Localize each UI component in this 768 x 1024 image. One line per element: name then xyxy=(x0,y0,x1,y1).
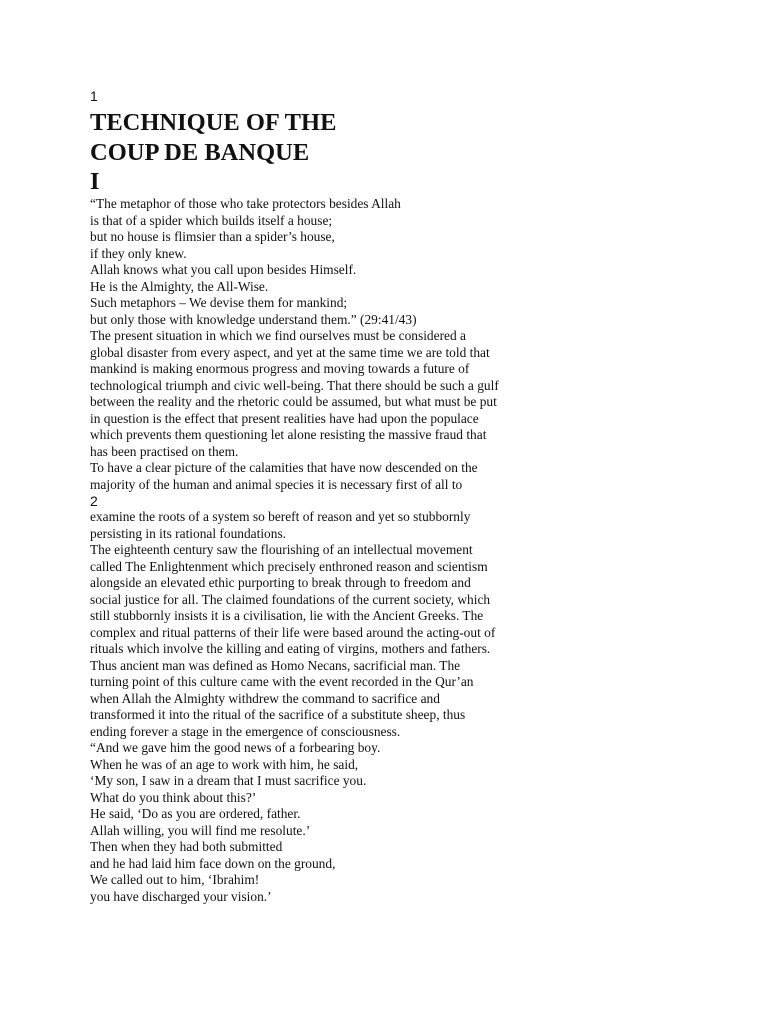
text-line: between the reality and the rhetoric could be assumed, but what must be put xyxy=(90,394,497,409)
text-line: if they only knew. xyxy=(90,245,187,261)
text-line: has been practised on them. xyxy=(90,443,239,459)
text-line: Thus ancient man was defined as Homo Necans, sacrificial man. The xyxy=(90,657,461,673)
text-line: which prevents them questioning let alone resisting the massive fraud that xyxy=(90,427,487,442)
text-line: Allah willing, you will find me resolute.’ xyxy=(90,822,311,838)
text-line: rituals which involve the killing and eating of virgins, mothers and fathers. xyxy=(90,641,491,656)
text-line: What do you think about this?’ xyxy=(90,789,257,805)
page-number: 1 xyxy=(90,88,98,104)
text-line: “The metaphor of those who take protectors besides Allah xyxy=(90,196,401,211)
chapter-heading: I xyxy=(90,168,100,195)
text-line: Such metaphors – We devise them for mankind; xyxy=(90,295,348,310)
text-line: and he had laid him face down on the ground, xyxy=(90,855,336,871)
text-block-2 xyxy=(90,509,540,905)
page-title-line-2: COUP DE BANQUE xyxy=(90,139,310,166)
text-line: When he was of an age to work with him, he said, xyxy=(90,756,359,772)
text-line: is that of a spider which builds itself a house; xyxy=(90,212,333,228)
text-line: in question is the effect that present realities have had upon the populace xyxy=(90,410,479,426)
text-line: majority of the human and animal species it is necessary first of all to xyxy=(90,476,463,492)
text-line: The present situation in which we find ourselves must be considered a xyxy=(90,328,466,343)
text-line: Allah knows what you call upon besides Himself. xyxy=(90,262,357,277)
text-line: transformed it into the ritual of the sacrifice of a substitute sheep, thus xyxy=(90,707,466,722)
text-line: We called out to him, ‘Ibrahim! xyxy=(90,872,260,887)
text-line: when Allah the Almighty withdrew the command to sacrifice and xyxy=(90,690,440,706)
text-line: “And we gave him the good news of a forbearing boy. xyxy=(90,740,381,755)
text-line: still stubbornly insists it is a civilisation, lie with the Ancient Greeks. The xyxy=(90,608,484,623)
text-line: ending forever a stage in the emergence of consciousness. xyxy=(90,723,401,739)
text-line: He is the Almighty, the All-Wise. xyxy=(90,278,269,294)
text-line: alongside an elevated ethic purporting to break through to freedom and xyxy=(90,575,471,590)
text-line: mankind is making enormous progress and moving towards a future of xyxy=(90,361,470,376)
text-line: you have discharged your vision.’ xyxy=(90,888,272,904)
text-line: The eighteenth century saw the flourishing of an intellectual movement xyxy=(90,542,473,557)
text-line: technological triumph and civic well-being. That there should be such a gulf xyxy=(90,377,499,393)
text-line: but only those with knowledge understand them.” (29:41/43) xyxy=(90,311,417,327)
text-line: global disaster from every aspect, and yet at the same time we are told that xyxy=(90,344,490,360)
text-line: Then when they had both submitted xyxy=(90,839,283,854)
text-line: persisting in its rational foundations. xyxy=(90,525,287,541)
text-line: complex and ritual patterns of their life were based around the acting-out of xyxy=(90,624,496,640)
text-line: but no house is flimsier than a spider’s house, xyxy=(90,229,335,244)
text-line: He said, ‘Do as you are ordered, father. xyxy=(90,806,301,821)
text-line: examine the roots of a system so bereft of reason and yet so stubbornly xyxy=(90,509,471,524)
page-title-line-1: TECHNIQUE OF THE xyxy=(90,109,337,136)
text-block-1 xyxy=(90,196,540,493)
text-line: turning point of this culture came with the event recorded in the Qur’an xyxy=(90,674,474,689)
text-line: To have a clear picture of the calamities that have now descended on the xyxy=(90,460,478,475)
text-line: ‘My son, I saw in a dream that I must sacrifice you. xyxy=(90,773,367,788)
document-page xyxy=(90,88,540,905)
page-number: 2 xyxy=(90,493,98,509)
text-line: social justice for all. The claimed foundations of the current society, which xyxy=(90,591,491,607)
text-line: called The Enlightenment which precisely enthroned reason and scientism xyxy=(90,558,488,574)
